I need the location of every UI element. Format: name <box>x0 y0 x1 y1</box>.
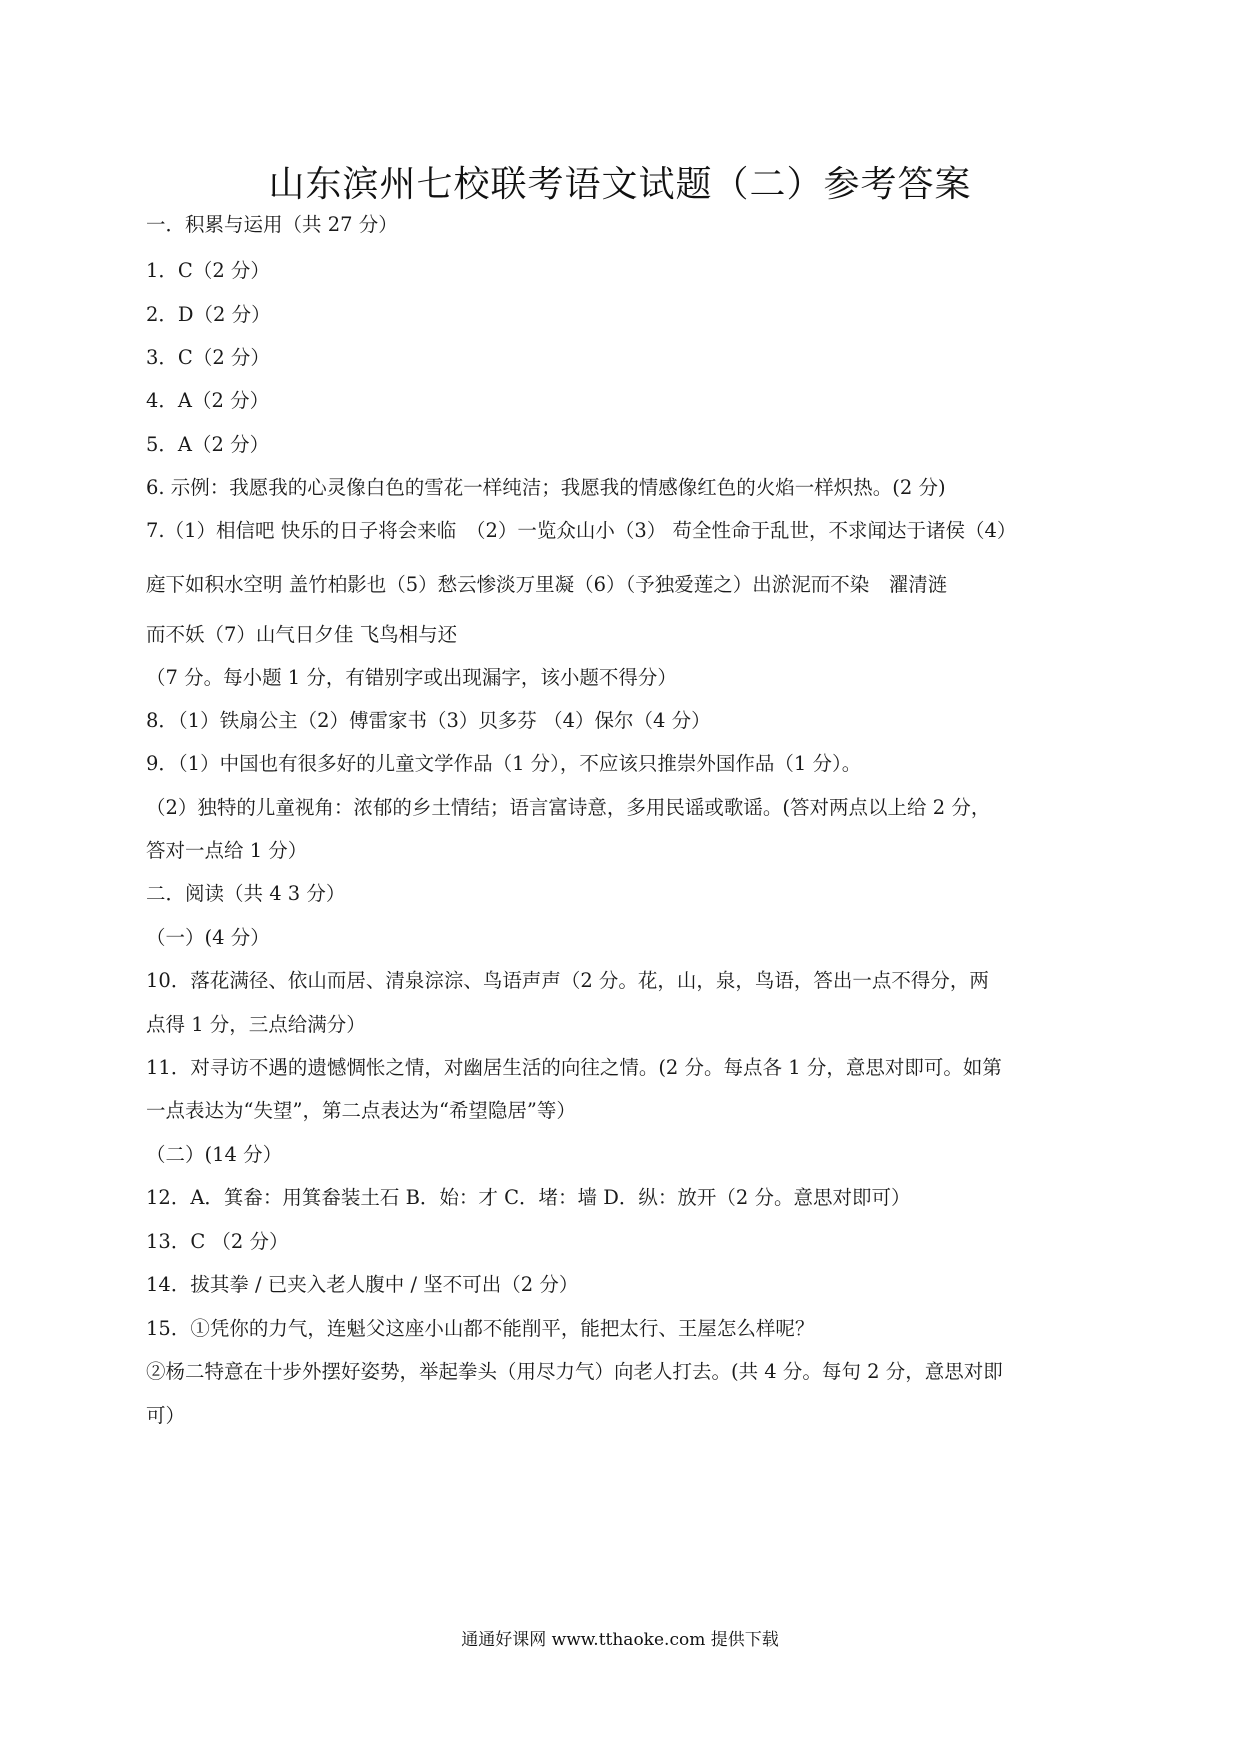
answer-line: 一点表达为“失望”，第二点表达为“希望隐居”等） <box>146 1099 576 1122</box>
answer-line: 8．（1）铁扇公主（2）傅雷家书（3）贝多芬 （4）保尔（4 分） <box>146 709 711 732</box>
footer-source: 通通好课网 www.tthaoke.com 提供下载 <box>461 1630 779 1650</box>
answer-line: 1．C（2 分） <box>146 259 270 282</box>
answer-line: 2．D（2 分） <box>146 303 271 326</box>
answer-line: 6. 示例：我愿我的心灵像白色的雪花一样纯洁；我愿我的情感像红色的火焰一样炽热。(2 分) <box>146 476 946 499</box>
answer-line: 二．阅读（共 4 3 分） <box>146 882 346 905</box>
answer-line: 庭下如积水空明 盖竹柏影也（5）愁云惨淡万里凝（6）（予独爱莲之）出淤泥而不染 濯清涟 <box>146 573 948 596</box>
answer-line: ②杨二特意在十步外摆好姿势，举起拳头（用尽力气）向老人打去。(共 4 分。每句 2 分，意思对即 <box>146 1360 1003 1383</box>
answer-line: （2）独特的儿童视角：浓郁的乡土情结；语言富诗意，多用民谣或歌谣。(答对两点以上给 2 分， <box>146 796 991 819</box>
answer-line: 12．A．箕畚：用箕畚装土石 B．始：才 C．堵：墙 D．纵：放开（2 分。意思对即可） <box>146 1186 911 1209</box>
answer-line: 10．落花满径、依山而居、清泉淙淙、鸟语声声（2 分。花，山，泉，鸟语，答出一点不得分，两 <box>146 969 989 992</box>
answer-line: 答对一点给 1 分） <box>146 839 308 862</box>
answer-line: 11．对寻访不遇的遗憾惆怅之情，对幽居生活的向往之情。(2 分。每点各 1 分，意思对即可。如第 <box>146 1056 1002 1079</box>
answer-line: （二）(14 分） <box>146 1143 283 1166</box>
answer-line: 13．C （2 分） <box>146 1230 289 1253</box>
answer-line: 9．（1）中国也有很多好的儿童文学作品（1 分），不应该只推崇外国作品（1 分）。 <box>146 752 862 775</box>
answer-line: 15．①凭你的力气，连魁父这座小山都不能削平，能把太行、王屋怎么样呢？ <box>146 1317 815 1340</box>
answer-line: 一．积累与运用（共 27 分） <box>146 213 398 236</box>
answer-line: （7 分。每小题 1 分，有错别字或出现漏字，该小题不得分） <box>146 666 677 689</box>
answer-line: 而不妖（7）山气日夕佳 飞鸟相与还 <box>146 623 458 646</box>
answer-line: 可） <box>146 1404 186 1427</box>
answer-line: 5．A（2 分） <box>146 433 270 456</box>
answer-line: 点得 1 分，三点给满分） <box>146 1013 366 1036</box>
answer-line: 3．C（2 分） <box>146 346 270 369</box>
answer-line: 4．A（2 分） <box>146 389 270 412</box>
answer-line: 7.（1）相信吧 快乐的日子将会来临 （2）一览众山小（3） 苟全性命于乱世，不求闻达于诸侯（4） <box>146 519 1017 542</box>
answer-line: （一）(4 分） <box>146 926 270 949</box>
page-title: 山东滨州七校联考语文试题（二）参考答案 <box>268 164 972 205</box>
answer-line: 14．拔其拳 / 已夹入老人腹中 / 坚不可出（2 分） <box>146 1273 579 1296</box>
